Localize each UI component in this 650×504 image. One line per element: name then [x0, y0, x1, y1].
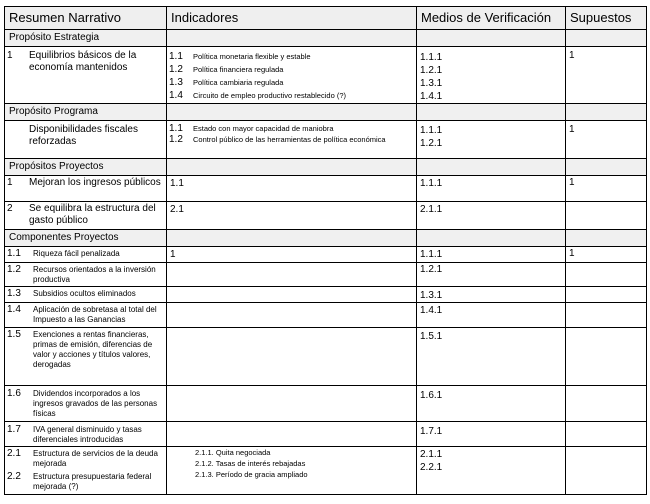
indicadores-cell	[167, 303, 417, 328]
resumen-cell: 1.2 Recursos orientados a la inversión productiva	[5, 263, 167, 287]
table-row	[5, 303, 647, 328]
table-row	[5, 447, 647, 495]
supuestos-cell	[566, 263, 647, 287]
supuestos-cell	[566, 422, 647, 447]
table-row	[5, 247, 647, 263]
indicadores-cell	[167, 287, 417, 303]
section-title: Propósitos Proyectos	[5, 159, 167, 176]
medios-cell: 1.6.1	[417, 386, 566, 422]
supuestos-cell: 1	[566, 176, 647, 202]
indicadores-cell: 2.1	[167, 202, 417, 230]
section-title: Componentes Proyectos	[5, 230, 167, 247]
indicadores-cell: 1.1 Estado con mayor capacidad de maniobra 1.2 Control público de las herramientas de política económica	[167, 121, 417, 159]
supuestos-cell: 1	[566, 121, 647, 159]
resumen-cell: 1 Mejoran los ingresos públicos	[5, 176, 167, 202]
supuestos-cell	[566, 303, 647, 328]
resumen-cell: 1.6 Dividendos incorporados a los ingresos gravados de las personas físicas	[5, 386, 167, 422]
section-row	[5, 230, 647, 247]
supuestos-cell: 1	[566, 47, 647, 104]
medios-cell: 1.2.1	[417, 263, 566, 287]
indicadores-cell: 2.1.1. Quita negociada 2.1.2. Tasas de interés rebajadas 2.1.3. Período de gracia ampliado	[167, 447, 417, 495]
medios-cell: 2.1.1 2.2.1	[417, 447, 566, 495]
indicadores-cell	[167, 386, 417, 422]
supuestos-cell	[566, 328, 647, 386]
header-supuestos: Supuestos	[566, 7, 647, 30]
supuestos-cell	[566, 287, 647, 303]
medios-cell: 2.1.1	[417, 202, 566, 230]
supuestos-cell	[566, 447, 647, 495]
resumen-cell: 2 Se equilibra la estructura del gasto público	[5, 202, 167, 230]
table-row	[5, 263, 647, 287]
resumen-cell: 1.3 Subsidios ocultos eliminados	[5, 287, 167, 303]
header-medios: Medios de Verificación	[417, 7, 566, 30]
resumen-cell: 1.7 IVA general disminuido y tasas diferenciales introducidas	[5, 422, 167, 447]
table-row	[5, 328, 647, 386]
resumen-cell: 1 Equilibrios básicos de la economía mantenidos	[5, 47, 167, 104]
table-row	[5, 386, 647, 422]
indicadores-cell: 1.1	[167, 176, 417, 202]
table-row	[5, 422, 647, 447]
section-row	[5, 159, 647, 176]
indicadores-cell: 1	[167, 247, 417, 263]
supuestos-cell: 1	[566, 247, 647, 263]
supuestos-cell	[566, 202, 647, 230]
medios-cell: 1.7.1	[417, 422, 566, 447]
section-title: Propósito Programa	[5, 104, 167, 121]
medios-cell: 1.5.1	[417, 328, 566, 386]
medios-cell: 1.3.1	[417, 287, 566, 303]
resumen-cell: Disponibilidades fiscales reforzadas	[5, 121, 167, 159]
medios-cell: 1.4.1	[417, 303, 566, 328]
marco-logico-table	[4, 6, 647, 495]
header-resumen: Resumen Narrativo	[5, 7, 167, 30]
section-title: Propósito Estrategia	[5, 30, 167, 47]
indicadores-cell	[167, 328, 417, 386]
medios-cell: 1.1.1	[417, 247, 566, 263]
medios-cell: 1.1.1 1.2.1 1.3.1 1.4.1	[417, 47, 566, 104]
section-row	[5, 104, 647, 121]
indicadores-cell: 1.1 Política monetaria flexible y estable 1.2 Política financiera regulada 1.3 Política cambiaria regulada 1.4 Circuito de empleo productivo restablecido (?)	[167, 47, 417, 104]
table-row	[5, 121, 647, 159]
header-indicadores: Indicadores	[167, 7, 417, 30]
supuestos-cell	[566, 386, 647, 422]
resumen-cell: 1.5 Exenciones a rentas financieras, primas de emisión, diferencias de valor y acciones y títulos valores, derogadas	[5, 328, 167, 386]
medios-cell: 1.1.1 1.2.1	[417, 121, 566, 159]
table-row	[5, 47, 647, 104]
table-row	[5, 287, 647, 303]
indicadores-cell	[167, 422, 417, 447]
resumen-cell: 2.1 Estructura de servicios de la deuda mejorada 2.2 Estructura presupuestaria federal mejorada (?)	[5, 447, 167, 495]
resumen-cell: 1.4 Aplicación de sobretasa al total del Impuesto a las Ganancias	[5, 303, 167, 328]
indicadores-cell	[167, 263, 417, 287]
section-row	[5, 30, 647, 47]
header-row	[5, 7, 647, 30]
table-row	[5, 202, 647, 230]
resumen-cell: 1.1 Riqueza fácil penalizada	[5, 247, 167, 263]
table-row	[5, 176, 647, 202]
medios-cell: 1.1.1	[417, 176, 566, 202]
